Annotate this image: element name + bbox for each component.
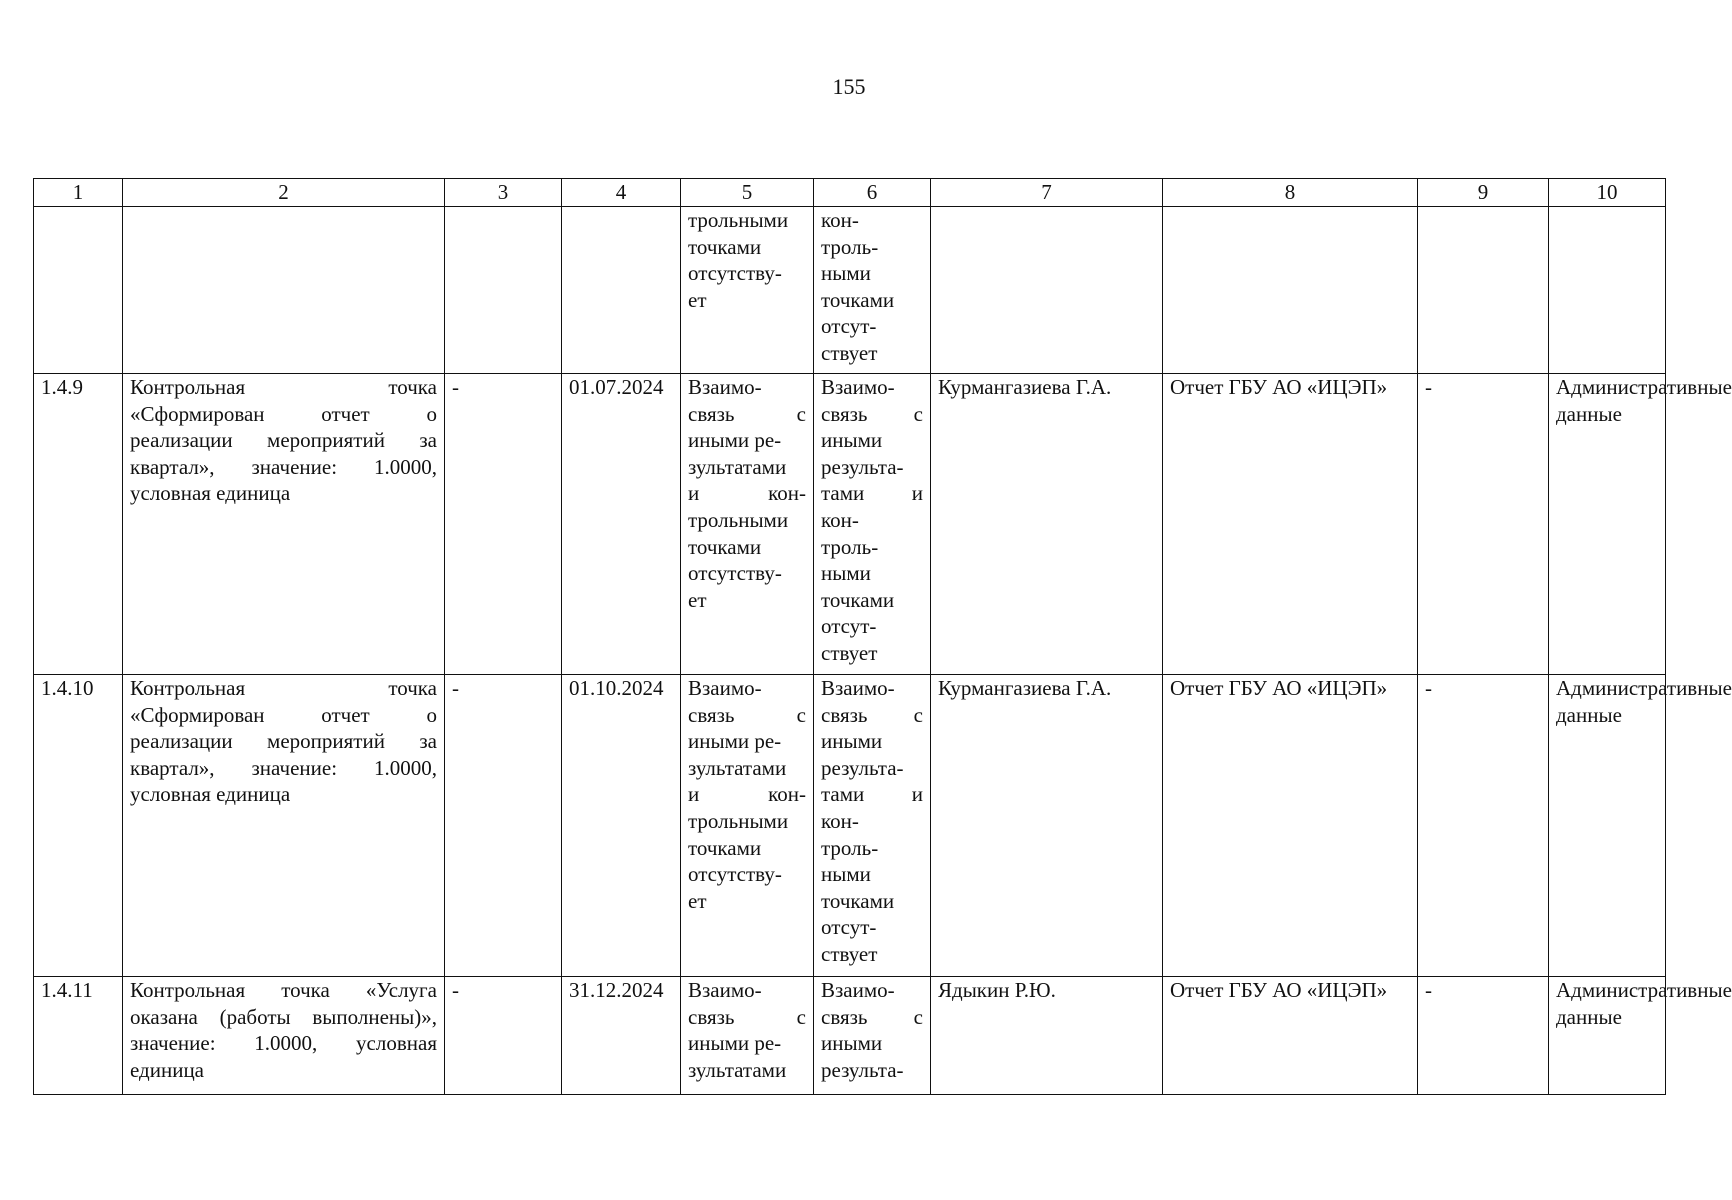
row-data-source — [1549, 374, 1732, 675]
row-date: 31.12.2024 — [562, 977, 681, 1095]
continuation-cell-10 — [1549, 207, 1666, 374]
table-row — [34, 374, 1666, 675]
table-row — [34, 675, 1666, 977]
text-line: результа- — [821, 755, 904, 780]
text-line: Взаимо- — [688, 375, 762, 399]
text-line: связь с — [821, 1004, 923, 1029]
continuation-cell-1 — [34, 207, 123, 374]
row-interrelation-2 — [814, 675, 931, 977]
continuation-cell-4 — [562, 207, 681, 374]
text-line: отсут- — [821, 614, 877, 639]
text-line: отсутству- — [688, 561, 782, 586]
text-line: иными — [821, 729, 883, 754]
row-number: 1.4.9 — [34, 374, 123, 675]
text-line: ствует — [821, 640, 878, 665]
text-line: результа- — [821, 454, 904, 479]
text-line: ствует — [821, 941, 878, 966]
text-line: отсут- — [821, 314, 877, 339]
text-line: точками — [688, 534, 762, 559]
text-line: зультатами — [688, 755, 787, 780]
document-table — [33, 178, 1732, 1095]
text-line: отсутству- — [688, 862, 782, 887]
text-line: ствует — [821, 340, 878, 365]
row-interrelation — [681, 977, 814, 1095]
row-interrelation-2 — [814, 374, 931, 675]
column-header-7: 7 — [931, 179, 1163, 207]
row-date: 01.10.2024 — [562, 675, 681, 977]
continuation-interrelation-cell-2 — [814, 207, 931, 374]
text-line: троль- — [821, 835, 879, 860]
row-interrelation — [681, 374, 814, 675]
text-line: иными ре- — [688, 1031, 782, 1056]
column-header-2: 2 — [123, 179, 445, 207]
text-line: иными — [821, 1031, 883, 1056]
continuation-cell-3 — [445, 207, 562, 374]
column-header-10: 10 — [1549, 179, 1666, 207]
text-line: связь с — [688, 401, 806, 426]
row-date: 01.07.2024 — [562, 374, 681, 675]
row-interrelation — [681, 675, 814, 977]
row-description: Контрольная точка «Услуга оказана (работы выполнены)», значение: 1.0000, условная единица — [123, 977, 445, 1095]
text-line: точками — [821, 287, 895, 312]
text-line: зультатами — [688, 454, 787, 479]
page-number: 155 — [832, 74, 866, 99]
row-col3: - — [445, 977, 562, 1095]
row-number: 1.4.10 — [34, 675, 123, 977]
text-line: тами и — [821, 481, 923, 506]
row-document: Отчет ГБУ АО «ИЦЭП» — [1163, 977, 1418, 1095]
continuation-cell-2 — [123, 207, 445, 374]
row-responsible: Курмангазиева Г.А. — [931, 675, 1163, 977]
text-line: связь с — [821, 401, 923, 426]
text: Административные данные — [1556, 676, 1732, 727]
column-header-9: 9 — [1418, 179, 1549, 207]
text-line: Взаимо- — [688, 978, 762, 1002]
text-line: зультатами — [688, 1057, 787, 1082]
text-line: иными ре- — [688, 729, 782, 754]
text-line: ет — [688, 287, 707, 312]
row-col3: - — [445, 374, 562, 675]
text: Административные данные — [1556, 978, 1732, 1029]
text-line: точками — [688, 234, 762, 259]
text-line: иными ре- — [688, 428, 782, 453]
column-header-4: 4 — [562, 179, 681, 207]
text-line: точками — [821, 587, 895, 612]
text-line: трольными — [688, 808, 789, 833]
text-line: ет — [688, 888, 707, 913]
column-header-8: 8 — [1163, 179, 1418, 207]
row-document: Отчет ГБУ АО «ИЦЭП» — [1163, 675, 1418, 977]
row-number: 1.4.11 — [34, 977, 123, 1095]
continuation-cell-7 — [931, 207, 1163, 374]
row-interrelation-2 — [814, 977, 931, 1095]
text-line: иными — [821, 428, 883, 453]
text-line: ными — [821, 561, 871, 586]
text-line: Взаимо- — [688, 676, 762, 700]
text-line: трольными — [688, 208, 789, 232]
continuation-cell-9 — [1418, 207, 1549, 374]
row-col9: - — [1418, 675, 1549, 977]
row-col3: - — [445, 675, 562, 977]
column-header-6: 6 — [814, 179, 931, 207]
text-line: и кон- — [688, 481, 806, 506]
column-header-5: 5 — [681, 179, 814, 207]
text-line: связь с — [688, 1004, 806, 1029]
text-line: ными — [821, 261, 871, 286]
row-data-source — [1549, 675, 1732, 977]
text-line: трольными — [688, 507, 789, 532]
text-line: кон- — [821, 208, 859, 232]
text-line: результа- — [821, 1057, 904, 1082]
text-line: кон- — [821, 808, 859, 833]
text-line: троль- — [821, 534, 879, 559]
text-line: Взаимо- — [821, 676, 895, 700]
text-line: ет — [688, 587, 707, 612]
text-line: Взаимо- — [821, 978, 895, 1002]
row-responsible: Курмангазиева Г.А. — [931, 374, 1163, 675]
text-line: и кон- — [688, 782, 806, 807]
table-row — [34, 977, 1666, 1095]
table-body — [34, 207, 1732, 1095]
header-row — [34, 179, 1666, 207]
text-line: кон- — [821, 507, 859, 532]
row-data-source — [1549, 977, 1732, 1095]
text-line: точками — [821, 888, 895, 913]
row-description: Контрольная точка «Сформирован отчет о реализации мероприятий за квартал», значение: 1.0000, условная единица — [123, 675, 445, 977]
column-header-3: 3 — [445, 179, 562, 207]
text-line: ными — [821, 862, 871, 887]
continuation-cell-8 — [1163, 207, 1418, 374]
text-line: тами и — [821, 782, 923, 807]
text: Административные данные — [1556, 375, 1732, 426]
text-line: отсутству- — [688, 261, 782, 286]
row-responsible: Ядыкин Р.Ю. — [931, 977, 1163, 1095]
text-line: связь с — [688, 702, 806, 727]
continuation-interrelation-cell — [681, 207, 814, 374]
row-col9: - — [1418, 374, 1549, 675]
text-line: отсут- — [821, 915, 877, 940]
table-header — [34, 179, 1666, 207]
text-line: точками — [688, 835, 762, 860]
column-header-1: 1 — [34, 179, 123, 207]
row-description: Контрольная точка «Сформирован отчет о реализации мероприятий за квартал», значение: 1.0000, условная единица — [123, 374, 445, 675]
row-document: Отчет ГБУ АО «ИЦЭП» — [1163, 374, 1418, 675]
text-line: троль- — [821, 234, 879, 259]
text-line: связь с — [821, 702, 923, 727]
continuation-row — [34, 207, 1666, 374]
text-line: Взаимо- — [821, 375, 895, 399]
row-col9: - — [1418, 977, 1549, 1095]
